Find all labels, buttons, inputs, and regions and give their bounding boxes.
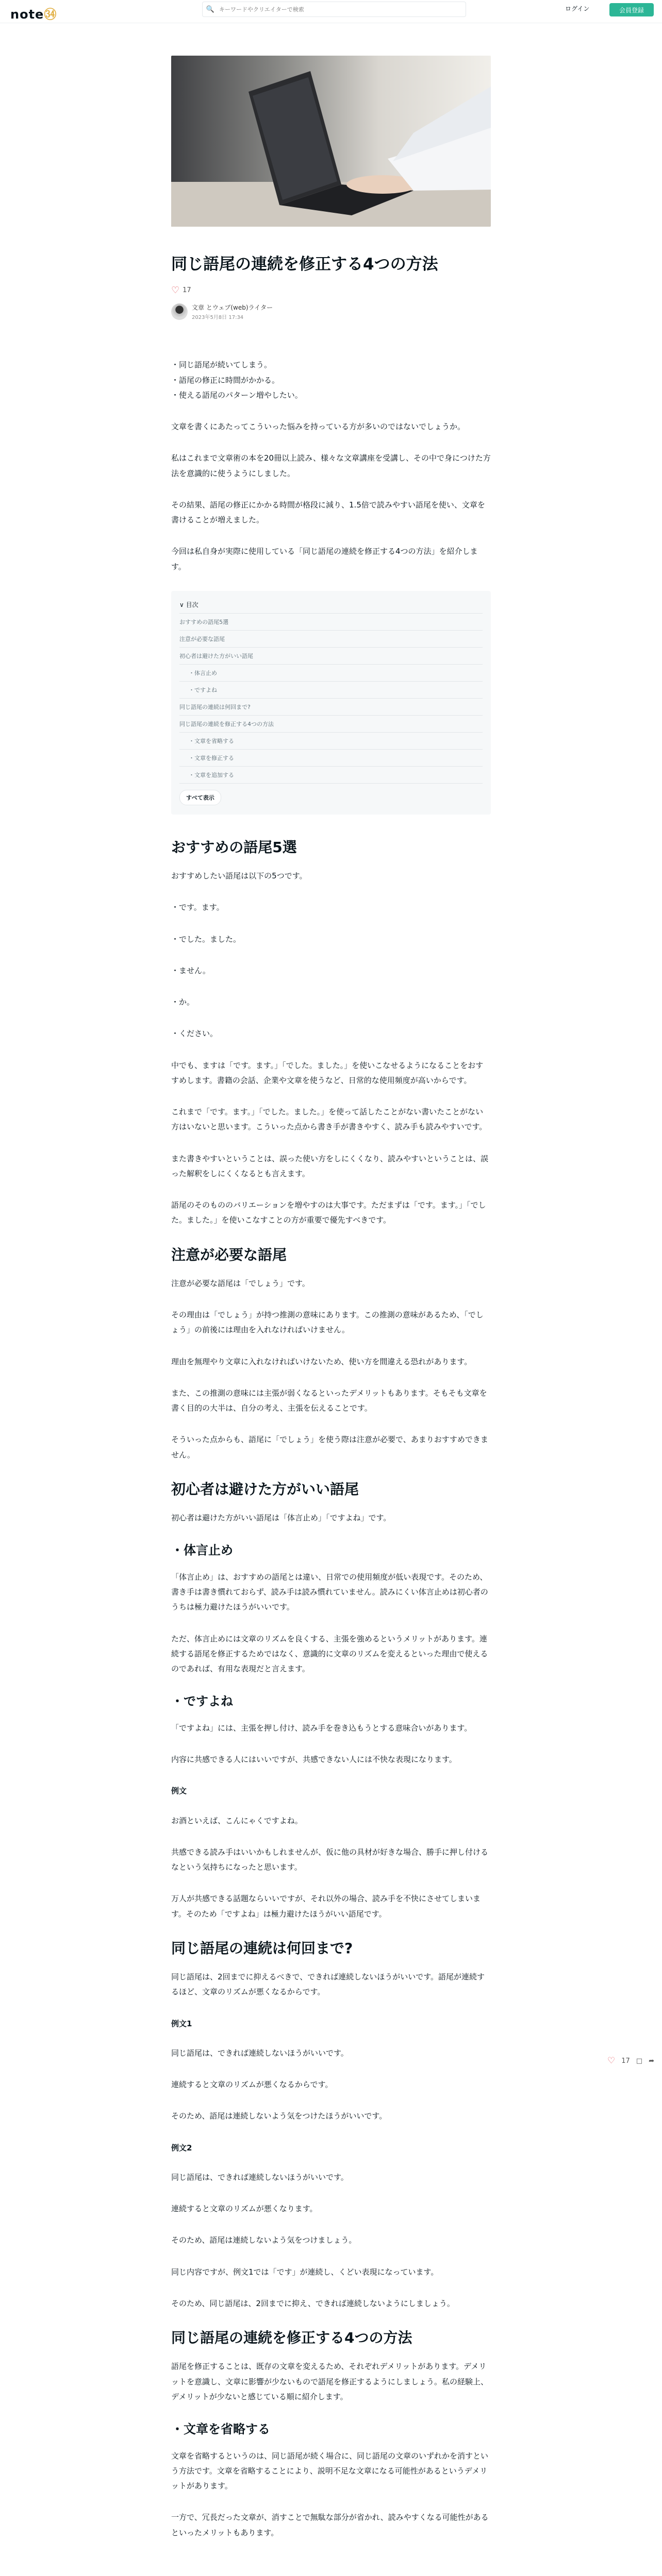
paragraph: 共感できる読み手はいいかもしれませんが、仮に他の具材が好きな場合、勝手に押し付けるなという気持ちになったと思います。 — [171, 1847, 489, 1872]
toc-item[interactable]: ・文章を追加する — [179, 767, 483, 784]
paragraph: 一方で、冗長だった文章が、消すことで無駄な部分が省かれ、読みやすくなる可能性があるといったメリットもあります。 — [171, 2513, 489, 2537]
paragraph: 同じ内容ですが、例文1では「です」が連続し、くどい表現になっています。 — [171, 2267, 439, 2277]
example-label: 例文2 — [171, 2143, 192, 2153]
article — [171, 253, 491, 2557]
bookmark-icon[interactable]: □ — [636, 2057, 643, 2065]
share-icon[interactable]: ➦ — [649, 2057, 654, 2065]
toc-item[interactable]: ・ですよね — [179, 682, 483, 699]
avatar[interactable] — [171, 303, 188, 320]
subsection-heading: ・体言止め — [171, 1543, 233, 1558]
heart-icon[interactable]: ♡ — [171, 285, 180, 296]
paragraph: おすすめしたい語尾は以下の5つです。 — [171, 871, 307, 881]
paragraph: 「ですよね」には、主張を押し付け、読み手を巻き込もうとする意味合いがあります。 — [171, 1723, 472, 1733]
paragraph: これまで「です。ます。」「でした。ました。」を使って話したことがない書いたことがない方はいないと思います。こういった点から書き手が書きやすく、読み手も読みやすいです。 — [171, 1107, 487, 1132]
publish-date: 2023年5月8日 17:34 — [192, 315, 244, 321]
paragraph: 初心者は避けた方がいい語尾は「体言止め」「ですよね」です。 — [171, 1513, 391, 1522]
toc-item[interactable]: ・体言止め — [179, 665, 483, 682]
like-row[interactable] — [171, 285, 491, 296]
toc-show-all-button[interactable]: すべて表示 — [179, 790, 221, 805]
paragraph: また書きやすいということは、誤った使い方をしにくくなり、読みやすいということは、誤った解釈をしにくくなるとも言えます。 — [171, 1154, 489, 1178]
paragraph: お酒といえば、こんにゃくですよね。 — [171, 1816, 303, 1825]
paragraph: ただ、体言止めには文章のリズムを良くする、主張を強めるというメリットがあります。連続する語尾を修正するためではなく、意識的に文章のリズムを変えるといった理由で使えるのであれば、有用な表現だと言えます。 — [171, 1634, 488, 1674]
paragraph: 語尾を修正することは、既存の文章を変えるため、それぞれデメリットがあります。デメリットを意識し、文章に影響が少ないもので語尾を修正するようにしましょう。私の経験上、デメリットが少ないと感じている順に紹介します。 — [171, 2362, 489, 2401]
list-item: ・か。 — [171, 997, 195, 1007]
chevron-down-icon: ∨ — [179, 601, 184, 608]
toc-item[interactable]: ・文章を省略する — [179, 733, 483, 750]
paragraph: 中でも、ますは「です。ます。」「でした。ました。」を使いこなせるようになることをおすすめします。書籍の会話、企業や文章を使うなど、日常的な使用頻度が高いからです。 — [171, 1060, 484, 1085]
signup-button[interactable]: 会員登録 — [609, 3, 654, 16]
search-input[interactable] — [218, 6, 466, 13]
toc-title[interactable]: ∨ 目次 — [179, 597, 483, 614]
heart-icon[interactable]: ♡ — [607, 2056, 616, 2066]
subsection-heading: ・文章を省略する — [171, 2422, 270, 2437]
search-icon: 🔍 — [206, 5, 215, 13]
section-heading: 初心者は避けた方がいい語尾 — [171, 1480, 359, 1498]
paragraph: 語尾のそのもののバリエーションを増やすのは大事です。ただまずは「です。ます。」「でした。ました。」を使いこなすことの方が重要で優先すべきです。 — [171, 1200, 486, 1225]
site-header — [0, 0, 662, 23]
paragraph: 文章を書くにあたってこういった悩みを持っている方が多いのではないでしょうか。 — [171, 422, 466, 432]
toc-item[interactable]: 同じ語尾の連続は何回まで? — [179, 699, 483, 716]
toc-item[interactable]: 初心者は避けた方がいい語尾 — [179, 648, 483, 665]
toc-item[interactable]: おすすめの語尾5選 — [179, 614, 483, 631]
paragraph: 同じ語尾は、できれば連続しないほうがいいです。 — [171, 2172, 349, 2182]
floating-actions — [607, 2056, 654, 2066]
author-block[interactable] — [171, 303, 491, 320]
list-item: ・でした。ました。 — [171, 934, 241, 944]
section-heading: 同じ語尾の連続を修正する4つの方法 — [171, 2329, 412, 2347]
intro-bullet: ・語尾の修正に時間がかかる。 — [171, 375, 280, 385]
section-heading: 注意が必要な語尾 — [171, 1246, 287, 1263]
subsection-heading: ・ですよね — [171, 1694, 233, 1709]
paragraph: 連続すると文章のリズムが悪くなるからです。 — [171, 2080, 333, 2090]
paragraph: その結果、語尾の修正にかかる時間が格段に減り、1.5倍で読みやすい語尾を使い、文章を書けることが増えました。 — [171, 500, 485, 525]
article-title: 同じ語尾の連続を修正する4つの方法 — [171, 255, 438, 274]
paragraph: そのため、語尾は連続しないよう気をつけましょう。 — [171, 2235, 357, 2245]
search-box[interactable] — [202, 2, 466, 17]
section-heading: 同じ語尾の連続は何回まで? — [171, 1939, 353, 1957]
section-heading: おすすめの語尾5選 — [171, 838, 297, 856]
intro-bullet: ・同じ語尾が続いてしまう。 — [171, 360, 272, 370]
like-count: 17 — [183, 286, 191, 295]
toc-item[interactable]: 同じ語尾の連続を修正する4つの方法 — [179, 716, 483, 733]
example-label: 例文1 — [171, 2019, 192, 2028]
floating-like-count: 17 — [621, 2057, 630, 2065]
paragraph: そういった点からも、語尾に「でしょう」を使う際は注意が必要で、あまりおすすめできません。 — [171, 1435, 488, 1460]
paragraph: 「体言止め」は、おすすめの語尾とは違い、日常での使用頻度が低い表現です。そのため、書き手は書き慣れておらず、読み手は読み慣れていません。読みにくい体言止めは初心者のうちは極力避けたほうがいいです。 — [171, 1572, 488, 1612]
paragraph: 注意が必要な語尾は「でしょう」です。 — [171, 1278, 310, 1288]
paragraph: そのため、語尾は連続しないよう気をつけたほうがいいです。 — [171, 2111, 387, 2121]
list-item: ・ません。 — [171, 965, 210, 975]
toc-item[interactable]: 注意が必要な語尾 — [179, 631, 483, 648]
note-logo[interactable]: note㉞ — [10, 7, 57, 22]
paragraph: その理由は「でしょう」が持つ推測の意味にあります。この推測の意味があるため、「でしょう」の前後には理由を入れなければいけません。 — [171, 1310, 484, 1335]
paragraph: また、この推測の意味には主張が弱くなるといったデメリットもあります。そもそも文章を書く目的の大半は、自分の考え、主張を伝えることです。 — [171, 1388, 487, 1413]
paragraph: 理由を無理やり文章に入れなければいけないため、使い方を間違える恐れがあります。 — [171, 1357, 472, 1366]
intro-bullet: ・使える語尾のパターン増やしたい。 — [171, 390, 303, 400]
paragraph: 連続すると文章のリズムが悪くなります。 — [171, 2204, 318, 2214]
hero-image — [171, 56, 491, 227]
paragraph: 同じ語尾は、2回までに抑えるべきで、できれば連続しないほうがいいです。語尾が連続するほど、文章のリズムが悪くなるからです。 — [171, 1972, 485, 1997]
login-link[interactable]: ログイン — [565, 5, 590, 12]
paragraph: 今回は私自身が実際に使用している「同じ語尾の連続を修正する4つの方法」を紹介します。 — [171, 547, 478, 571]
list-item: ・ください。 — [171, 1029, 218, 1039]
paragraph: 文章を省略するというのは、同じ語尾が続く場合に、同じ語尾の文章のいずれかを消すという方法です。文章を省略することにより、説明不足な文章になる可能性があるというデメリットがあります。 — [171, 2451, 489, 2491]
toc-item[interactable]: ・文章を修正する — [179, 750, 483, 767]
paragraph: 私はこれまで文章術の本を20冊以上読み、様々な文章講座を受講し、その中で身につけた方法を意識的に使うようにしました。 — [171, 453, 491, 478]
paragraph: 同じ語尾は、できれば連続しないほうがいいです。 — [171, 2048, 349, 2058]
list-item: ・です。ます。 — [171, 903, 224, 912]
paragraph: そのため、同じ語尾は、2回までに抑え、できれば連続しないようにしましょう。 — [171, 2298, 455, 2308]
paragraph: 万人が共感できる話題ならいいですが、それ以外の場合、読み手を不快にさせてしまいます。そのため「ですよね」は極力避けたほうがいい語尾です。 — [171, 1894, 481, 1919]
example-label: 例文 — [171, 1786, 187, 1796]
author-name[interactable]: 文章 とウェブ(web)ライター — [192, 304, 273, 312]
paragraph: 内容に共感できる人にはいいですが、共感できない人には不快な表現になります。 — [171, 1755, 457, 1765]
table-of-contents — [171, 591, 491, 815]
